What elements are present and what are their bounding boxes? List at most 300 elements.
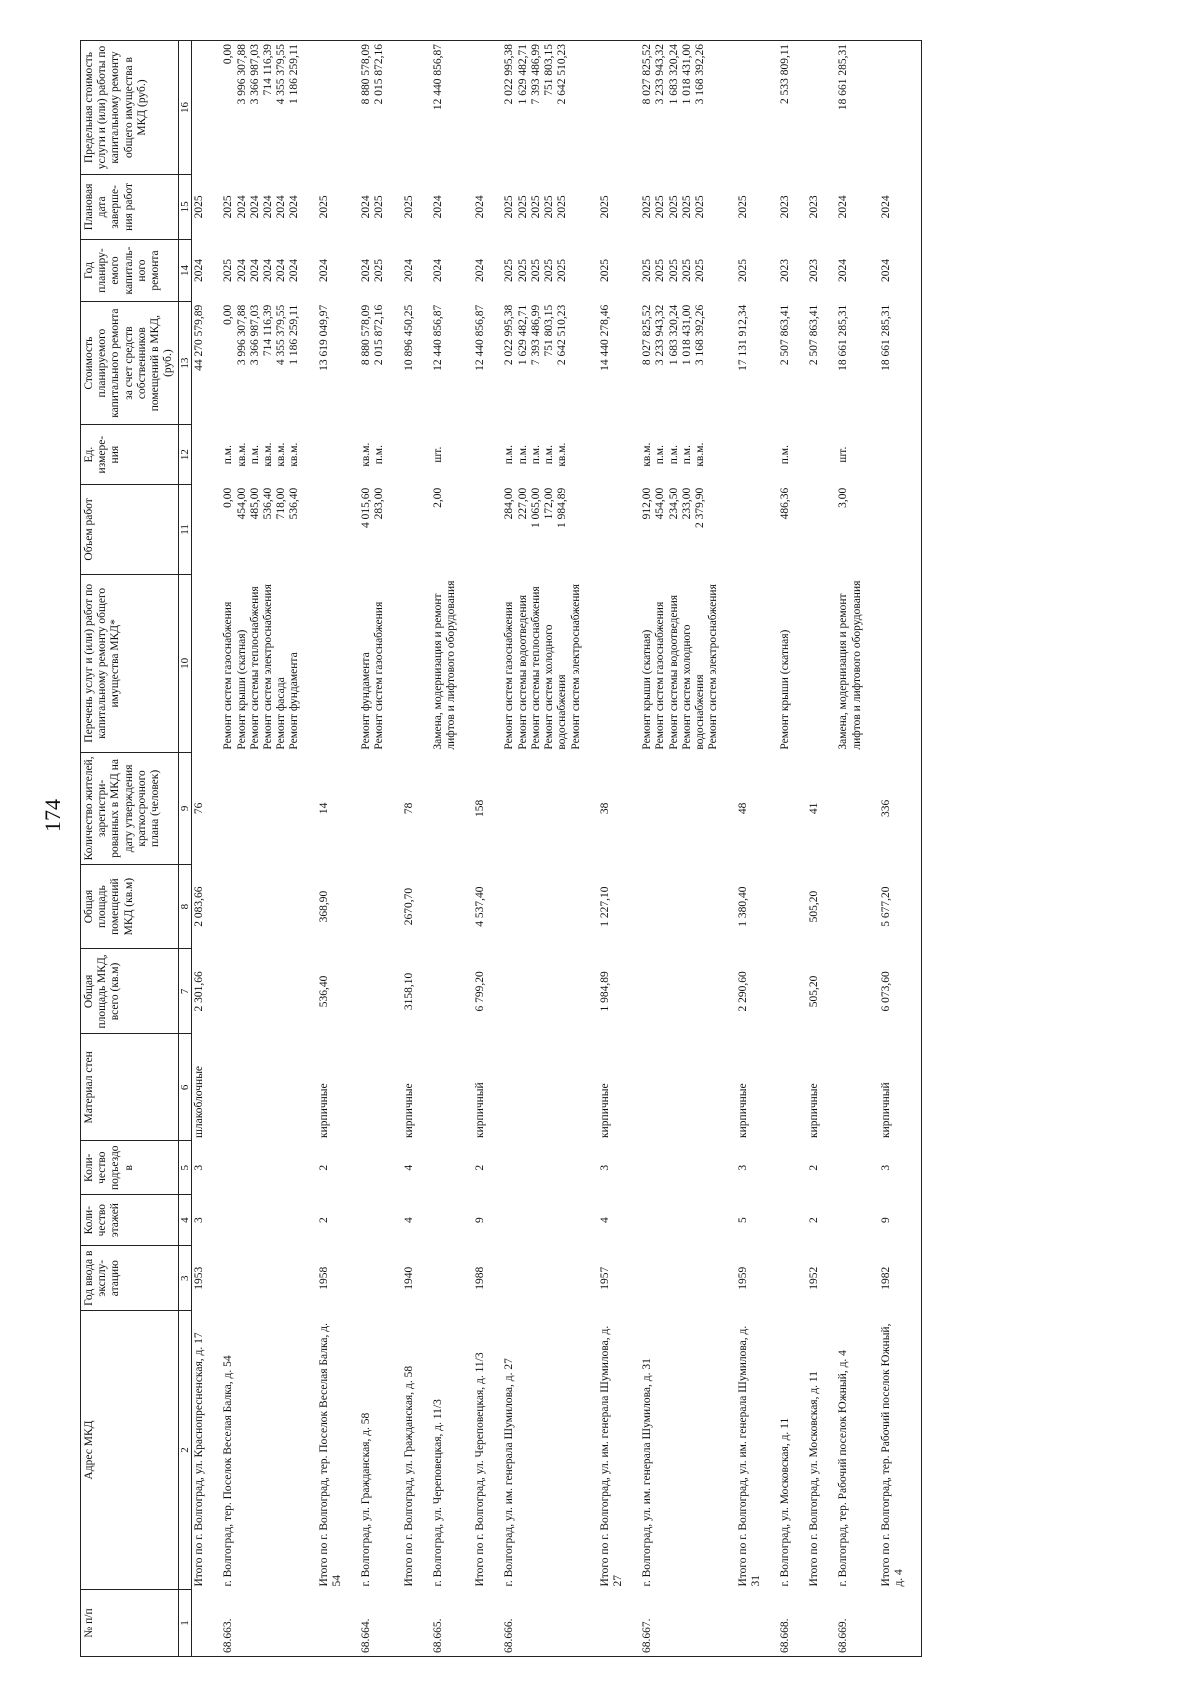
total-area: 2 301,66 [193, 971, 206, 1012]
spacer-cell [488, 753, 502, 865]
spacer-cell [722, 1311, 736, 1590]
address: Итого по г. Волгоград, ул. Гражданская, д. 58 [402, 1365, 415, 1587]
spacer-cell [865, 239, 879, 301]
limit-cost: 1 683 320,24 [667, 44, 680, 105]
address: Итого по г. Волгоград, ул. им. генерала Шумилова, д. 27 [598, 1325, 624, 1587]
floors-count: 2 [808, 1217, 821, 1224]
spacer-cell [793, 1195, 807, 1246]
spacer-cell [722, 175, 736, 240]
row-number [192, 1590, 208, 1657]
repair-cost-cell [473, 302, 488, 425]
repair-cost: 1 186 259,11 [288, 304, 301, 365]
work-unit: кв.м. [275, 442, 288, 467]
spacer-cell [488, 1311, 502, 1590]
address: Итого по г. Волгоград, тер. Поселок Веселая Балка, д. 54 [317, 1323, 343, 1587]
work-unit-cell [807, 425, 822, 485]
work-unit-cell [221, 425, 302, 485]
spacer-cell [459, 1246, 473, 1311]
floors-count: 5 [736, 1217, 749, 1224]
row-spacer [388, 41, 402, 1657]
header-row [81, 41, 179, 1657]
planned-year: 2024 [235, 259, 248, 283]
work-item: Замена, модернизация и ремонт лифтов и лифтового оборудования [837, 580, 863, 750]
total-area [778, 949, 793, 1034]
column-number: 13 [178, 302, 192, 425]
spacer-cell [764, 41, 778, 175]
spacer-cell [417, 574, 431, 753]
total-area: 505,20 [808, 975, 821, 1008]
floors-count: 4 [402, 1217, 415, 1224]
premises-area: 505,20 [808, 890, 821, 923]
spacer-cell [764, 574, 778, 753]
spacer-cell [822, 864, 836, 949]
work-unit: кв.м. [641, 442, 654, 467]
column-number: 10 [178, 574, 192, 753]
work-unit: кв.м. [262, 442, 275, 467]
row-spacer [584, 41, 598, 1657]
premises-area [431, 864, 459, 949]
completion-year: 2024 [360, 195, 373, 219]
commission-year: 1952 [808, 1266, 821, 1290]
column-header: Перечень услуг и (или) работ по капитальному ремонту общего имущества МКД* [81, 574, 179, 753]
spacer-cell [388, 574, 402, 753]
work-item: Ремонт системы теплоснабжения [529, 586, 542, 750]
planned-year: 2023 [808, 259, 821, 283]
spacer-cell [626, 1590, 640, 1657]
commission-year: 1953 [193, 1266, 206, 1290]
floors-count: 9 [474, 1217, 487, 1224]
completion-year-cell [192, 175, 208, 240]
repair-cost: 0,00 [222, 304, 235, 325]
residents-count [431, 753, 459, 865]
premises-area [778, 864, 793, 949]
work-volume: 227,00 [516, 487, 529, 520]
premises-area: 1 380,40 [736, 886, 749, 927]
work-unit: п.м. [680, 445, 693, 465]
spacer-cell [459, 1034, 473, 1141]
limit-cost: 18 661 285,31 [837, 44, 850, 111]
spacer-cell [207, 1311, 221, 1590]
work-unit-cell [473, 425, 488, 485]
spacer-cell [865, 574, 879, 753]
entrances-count: 2 [474, 1164, 487, 1171]
column-header: Объем работ [81, 485, 179, 574]
repair-cost: 3 366 987,03 [248, 304, 261, 366]
completion-year: 2025 [317, 195, 330, 219]
spacer-cell [722, 949, 736, 1034]
wall-material [359, 1034, 387, 1141]
spacer-cell [388, 1311, 402, 1590]
limit-cost-cell [836, 41, 864, 175]
repair-cost: 13 619 049,97 [317, 304, 330, 371]
spacer-cell [764, 425, 778, 485]
residents-count [502, 753, 583, 865]
residents-count [836, 753, 864, 865]
spacer-cell [865, 1141, 879, 1195]
column-number: 3 [178, 1246, 192, 1311]
spacer-cell [345, 949, 359, 1034]
work-volume-cell [431, 485, 459, 574]
spacer-cell [865, 1195, 879, 1246]
spacer-cell [822, 574, 836, 753]
spacer-cell [388, 1195, 402, 1246]
planned-year: 2025 [680, 259, 693, 283]
spacer-cell [303, 302, 317, 425]
address: Итого по г. Волгоград, ул. Краснопресненская, д. 17 [193, 1332, 206, 1587]
row-number: 68.667. [640, 1590, 721, 1657]
spacer-cell [417, 864, 431, 949]
work-volume-cell [192, 485, 208, 574]
completion-year-cell [317, 175, 345, 240]
limit-cost: 8 880 578,09 [360, 44, 373, 105]
spacer-cell [793, 1246, 807, 1311]
total-area: 536,40 [317, 975, 330, 1008]
work-volume: 4 015,60 [360, 487, 373, 528]
planned-year: 2025 [598, 259, 611, 283]
total-row [736, 41, 764, 1657]
work-unit: п.м. [667, 445, 680, 465]
planned-year: 2023 [778, 259, 791, 283]
spacer-cell [764, 485, 778, 574]
address: г. Волгоград, ул. Череповецкая, д. 11/3 [431, 1399, 444, 1587]
total-area [221, 949, 302, 1034]
limit-cost-cell [359, 41, 387, 175]
spacer-cell [488, 1195, 502, 1246]
commission-year [359, 1246, 387, 1311]
completion-year: 2024 [262, 195, 275, 219]
row-spacer [417, 41, 431, 1657]
completion-year-cell [640, 175, 721, 240]
spacer-cell [584, 1195, 598, 1246]
repair-cost-cell [736, 302, 764, 425]
spacer-cell [207, 1141, 221, 1195]
limit-cost-cell [807, 41, 822, 175]
spacer-cell [865, 1590, 879, 1657]
spacer-cell [584, 175, 598, 240]
row-spacer [764, 41, 778, 1657]
planned-year: 2025 [736, 259, 749, 283]
entrances-count [502, 1141, 583, 1195]
work-item: Ремонт систем газоснабжения [654, 601, 667, 750]
spacer-cell [822, 1034, 836, 1141]
spacer-cell [626, 574, 640, 753]
repair-cost: 10 896 450,25 [402, 304, 415, 371]
residents-count: 38 [598, 802, 611, 815]
spacer-cell [793, 864, 807, 949]
row-spacer [822, 41, 836, 1657]
entrances-count [778, 1141, 793, 1195]
work-volume: 486,36 [778, 487, 791, 520]
work-unit: п.м. [529, 445, 542, 465]
work-unit: п.м. [654, 445, 667, 465]
column-header: Общая площадь МКД, всего (кв.м) [81, 949, 179, 1034]
limit-cost: 751 803,15 [543, 44, 556, 96]
limit-cost-cell [736, 41, 764, 175]
work-unit: п.м. [373, 445, 386, 465]
work-volume: 172,00 [543, 487, 556, 520]
spacer-cell [303, 574, 317, 753]
work-item: Ремонт фундамента [360, 652, 373, 750]
address: Итого по г. Волгоград, ул. Череповецкая, д. 11/3 [474, 1352, 487, 1587]
spacer-cell [303, 753, 317, 865]
spacer-cell [417, 949, 431, 1034]
spacer-cell [584, 425, 598, 485]
spacer-cell [793, 753, 807, 865]
planned-year: 2025 [516, 259, 529, 283]
work-item-cell [598, 574, 626, 753]
spacer-cell [345, 1246, 359, 1311]
row-spacer [793, 41, 807, 1657]
spacer-cell [722, 1590, 736, 1657]
work-item: Ремонт крыши (скатная) [641, 629, 654, 750]
table-row [221, 41, 302, 1657]
row-spacer [488, 41, 502, 1657]
column-number: 11 [178, 485, 192, 574]
column-number: 2 [178, 1311, 192, 1590]
planned-year-cell [317, 239, 345, 301]
spacer-cell [488, 1590, 502, 1657]
entrances-count: 2 [808, 1164, 821, 1171]
column-header: Предельная стоимость услуги и (или) работы по капитальному ремонту общего имущества в МКД (руб.) [81, 41, 179, 175]
spacer-cell [764, 1311, 778, 1590]
commission-year: 1988 [474, 1266, 487, 1290]
spacer-cell [388, 302, 402, 425]
work-item: Ремонт крыши (скатная) [778, 629, 791, 750]
premises-area [221, 864, 302, 949]
column-number: 5 [178, 1141, 192, 1195]
work-volume: 485,00 [248, 487, 261, 520]
work-item-cell [502, 574, 583, 753]
spacer-cell [417, 485, 431, 574]
work-unit: кв.м. [288, 442, 301, 467]
document-sheet [80, 40, 1140, 1657]
spacer-cell [388, 1590, 402, 1657]
work-unit: шт. [431, 446, 444, 463]
row-number: 68.666. [502, 1590, 583, 1657]
spacer-cell [626, 1034, 640, 1141]
repair-cost-cell [502, 302, 583, 425]
work-unit: п.м. [222, 445, 235, 465]
completion-year-cell [221, 175, 302, 240]
limit-cost-cell [317, 41, 345, 175]
spacer-cell [488, 864, 502, 949]
planned-year-cell [807, 239, 822, 301]
column-number: 1 [178, 1590, 192, 1657]
limit-cost-cell [192, 41, 208, 175]
spacer-cell [822, 41, 836, 175]
work-volume: 718,00 [275, 487, 288, 520]
wall-material: кирпичные [736, 1083, 749, 1138]
spacer-cell [303, 1195, 317, 1246]
spacer-cell [722, 1141, 736, 1195]
column-number: 15 [178, 175, 192, 240]
spacer-cell [207, 425, 221, 485]
spacer-cell [793, 41, 807, 175]
limit-cost: 2 015 872,16 [373, 44, 386, 105]
work-volume-cell [836, 485, 864, 574]
floors-count [836, 1195, 864, 1246]
address: г. Волгоград, ул. им. генерала Шумилова, д. 27 [503, 1358, 516, 1587]
spacer-cell [793, 239, 807, 301]
limit-cost: 3 366 987,03 [248, 44, 261, 105]
spacer-cell [822, 425, 836, 485]
planned-year-cell [879, 239, 907, 301]
spacer-cell [488, 175, 502, 240]
limit-cost: 3 233 943,32 [654, 44, 667, 105]
work-item: Ремонт системы водоотведения [516, 594, 529, 750]
spacer-cell [345, 425, 359, 485]
spacer-cell [793, 1590, 807, 1657]
planned-year-cell [502, 239, 583, 301]
limit-cost-cell [402, 41, 417, 175]
planned-year: 2024 [474, 259, 487, 283]
repair-cost-cell [317, 302, 345, 425]
spacer-cell [822, 239, 836, 301]
spacer-cell [388, 175, 402, 240]
spacer-cell [722, 485, 736, 574]
premises-area: 1 227,10 [598, 886, 611, 927]
commission-year: 1959 [736, 1266, 749, 1290]
spacer-cell [459, 1311, 473, 1590]
entrances-count: 3 [879, 1164, 892, 1171]
planned-year: 2024 [837, 259, 850, 283]
address: г. Волгоград, ул. Московская, д. 11 [778, 1417, 791, 1587]
spacer-cell [303, 1034, 317, 1141]
spacer-cell [459, 175, 473, 240]
total-area: 2 290,60 [736, 971, 749, 1012]
repair-cost-cell [598, 302, 626, 425]
work-volume-cell [807, 485, 822, 574]
spacer-cell [865, 41, 879, 175]
completion-year: 2025 [598, 195, 611, 219]
work-volume-cell [317, 485, 345, 574]
spacer-cell [459, 574, 473, 753]
spacer-cell [865, 1034, 879, 1141]
wall-material: кирпичный [879, 1082, 892, 1138]
work-unit: шт. [837, 446, 850, 463]
spacer-cell [584, 1141, 598, 1195]
completion-year-cell [778, 175, 793, 240]
work-unit-cell [640, 425, 721, 485]
work-item-cell [317, 574, 345, 753]
work-unit-cell [402, 425, 417, 485]
column-header: Год ввода в эксплу- атацию [81, 1246, 179, 1311]
completion-year: 2025 [222, 195, 235, 219]
planned-year: 2025 [667, 259, 680, 283]
spacer-cell [793, 1141, 807, 1195]
completion-year: 2023 [778, 195, 791, 219]
floors-count: 9 [879, 1217, 892, 1224]
spacer-cell [584, 753, 598, 865]
total-area [640, 949, 721, 1034]
completion-year: 2025 [641, 195, 654, 219]
address: Итого по г. Волгоград, ул. Московская, д. 11 [808, 1370, 821, 1587]
commission-year [431, 1246, 459, 1311]
commission-year [502, 1246, 583, 1311]
total-area [359, 949, 387, 1034]
spacer-cell [207, 1034, 221, 1141]
commission-year [640, 1246, 721, 1311]
spacer-cell [822, 1590, 836, 1657]
spacer-cell [822, 949, 836, 1034]
entrances-count: 3 [736, 1164, 749, 1171]
entrances-count [359, 1141, 387, 1195]
work-volume: 283,00 [373, 487, 386, 520]
limit-cost: 1 186 259,11 [288, 44, 301, 104]
address: г. Волгоград, тер. Рабочий поселок Южный, д. 4 [837, 1350, 850, 1587]
repair-cost: 2 507 863,41 [808, 304, 821, 366]
spacer-cell [907, 574, 921, 753]
spacer-cell [822, 753, 836, 865]
spacer-cell [303, 239, 317, 301]
address: Итого по г. Волгоград, тер. Рабочий поселок Южный, д. 4 [879, 1323, 906, 1587]
floors-count [431, 1195, 459, 1246]
row-spacer [303, 41, 317, 1657]
spacer-cell [488, 425, 502, 485]
repair-cost: 3 168 392,26 [694, 304, 707, 366]
spacer-cell [417, 1141, 431, 1195]
work-volume-cell [502, 485, 583, 574]
spacer-cell [388, 864, 402, 949]
row-number: 68.663. [221, 1590, 302, 1657]
repair-cost-cell [807, 302, 822, 425]
page-number: 174 [40, 799, 65, 832]
completion-year: 2024 [235, 195, 248, 219]
planned-year: 2024 [360, 259, 373, 283]
limit-cost-cell [473, 41, 488, 175]
limit-cost: 3 996 307,88 [235, 44, 248, 105]
spacer-cell [907, 485, 921, 574]
spacer-cell [907, 864, 921, 949]
table-row [431, 41, 459, 1657]
spacer-cell [488, 302, 502, 425]
entrances-count [640, 1141, 721, 1195]
work-unit: кв.м. [235, 442, 248, 467]
row-number [317, 1590, 345, 1657]
residents-count [778, 753, 793, 865]
entrances-count [221, 1141, 302, 1195]
column-header: Плановая дата заверше- ния работ [81, 175, 179, 240]
work-volume-cell [598, 485, 626, 574]
premises-area: 2670,70 [402, 887, 415, 926]
row-number: 68.664. [359, 1590, 387, 1657]
completion-year: 2025 [543, 195, 556, 219]
spacer-cell [865, 949, 879, 1034]
planned-year: 2025 [543, 259, 556, 283]
limit-cost: 1 018 431,00 [680, 44, 693, 105]
repair-cost: 3 996 307,88 [235, 304, 248, 366]
spacer-cell [793, 574, 807, 753]
column-header: Год планиру- емого капиталь- ного ремонта [81, 239, 179, 301]
spacer-cell [345, 302, 359, 425]
table-row [640, 41, 721, 1657]
repair-cost: 1 683 320,24 [667, 304, 680, 366]
work-item: Замена, модернизация и ремонт лифтов и лифтового оборудования [431, 580, 458, 750]
work-volume-cell [359, 485, 387, 574]
spacer-cell [626, 302, 640, 425]
total-area [502, 949, 583, 1034]
spacer-cell [459, 41, 473, 175]
repair-cost-cell [431, 302, 459, 425]
work-item-cell [836, 574, 864, 753]
spacer-cell [907, 753, 921, 865]
spacer-cell [207, 175, 221, 240]
repair-cost: 751 803,15 [543, 304, 556, 357]
work-item: Ремонт системы водоотведения [667, 594, 680, 750]
spacer-cell [626, 864, 640, 949]
spacer-cell [626, 1311, 640, 1590]
spacer-cell [207, 239, 221, 301]
